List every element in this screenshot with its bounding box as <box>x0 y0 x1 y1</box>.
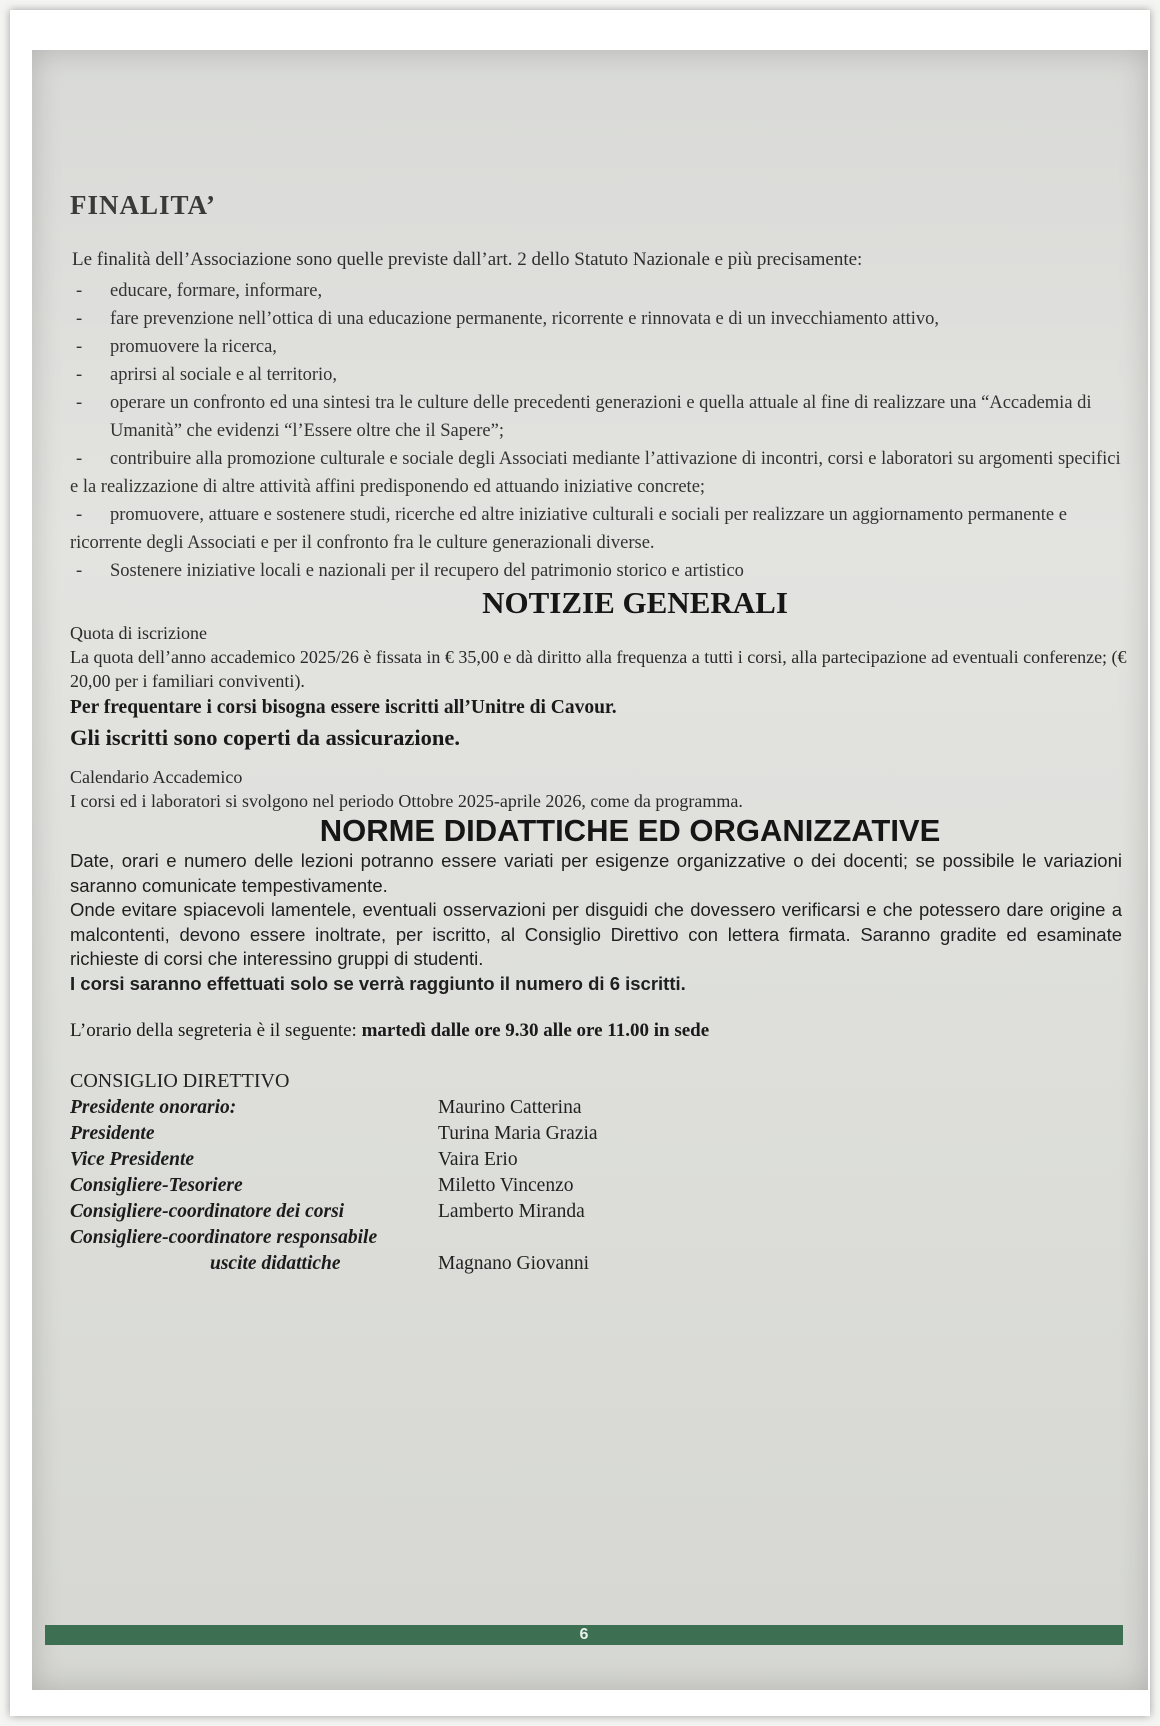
assicurazione-note: Gli iscritti sono coperti da assicurazione. <box>70 725 460 750</box>
member-name: Lamberto Miranda <box>438 1201 585 1222</box>
member-role: Consigliere-coordinatore responsabile <box>70 1227 378 1248</box>
minimo-iscritti-note: I corsi saranno effettuati solo se verrà raggiunto il numero di 6 iscritti. <box>70 972 686 994</box>
member-role: uscite didattiche <box>210 1253 341 1274</box>
member-role: Presidente <box>70 1123 155 1144</box>
list-item: - Sostenere iniziative locali e nazionali per il recupero del patrimonio storico e artistico <box>76 561 744 581</box>
list-item: - fare prevenzione nell’ottica di una educazione permanente, ricorrente e rinnovata e di un invecchiamento attivo, <box>76 309 940 329</box>
orario-prefix: L’orario della segreteria è il seguente: <box>70 1020 362 1041</box>
member-role: Presidente onorario: <box>70 1097 237 1118</box>
finalita-list <box>70 277 1130 585</box>
quota-text: La quota dell’anno accademico 2025/26 è fissata in € 35,00 e dà diritto alla frequenza a tutti i corsi, alla partecipazione ad eventuali conferenze; (€ 20,00 per i familiari conviventi). <box>70 647 1127 691</box>
table-row <box>70 1121 1130 1147</box>
page-number: 6 <box>579 1626 589 1643</box>
page-content <box>70 190 1130 1277</box>
table-row <box>70 1095 1130 1121</box>
table-row <box>70 1251 1130 1277</box>
list-item: - promuovere la ricerca, <box>76 337 277 357</box>
member-name: Turina Maria Grazia <box>438 1123 598 1144</box>
member-name: Vaira Erio <box>438 1149 518 1170</box>
member-name: Maurino Catterina <box>438 1097 582 1118</box>
list-item: - educare, formare, informare, <box>76 281 323 301</box>
calendario-text: I corsi ed i laboratori si svolgono nel periodo Ottobre 2025-aprile 2026, come da programma. <box>70 791 743 811</box>
list-item: - promuovere, attuare e sostenere studi, ricerche ed altre iniziative culturali e sociali per realizzare un aggiornamento permanente e ricorrente degli Associati e per il confronto fra le culture generazionali diverse. <box>70 505 1067 553</box>
iscrizione-note: Per frequentare i corsi bisogna essere iscritti all’Unitre di Cavour. <box>70 697 617 718</box>
table-row <box>70 1199 1130 1225</box>
list-item: - aprirsi al sociale e al territorio, <box>76 365 338 385</box>
table-row <box>70 1147 1130 1173</box>
member-role: Consigliere-coordinatore dei corsi <box>70 1201 345 1222</box>
consiglio-title: CONSIGLIO DIRETTIVO <box>70 1070 290 1092</box>
list-item: - operare un confronto ed una sintesi tra le culture delle precedenti generazioni e quella attuale al fine di realizzare una “Accademia di Umanità” che evidenzi “l’Essere oltre che il Sapere”; <box>76 393 1092 441</box>
norme-title: NORME DIDATTICHE ED ORGANIZZATIVE <box>319 813 941 848</box>
member-role: Consigliere-Tesoriere <box>70 1175 243 1196</box>
member-role: Vice Presidente <box>70 1149 195 1170</box>
member-name: Magnano Giovanni <box>438 1253 590 1274</box>
orario-value: martedì dalle ore 9.30 alle ore 11.00 in sede <box>361 1020 710 1041</box>
norme-para-1: Date, orari e numero delle lezioni potranno essere variati per esigenze organizzative o dei docenti; se possibile le variazioni saranno comunicate tempestivamente. <box>70 850 1122 896</box>
member-name: Miletto Vincenzo <box>438 1175 574 1196</box>
table-row <box>70 1225 1130 1251</box>
table-row <box>70 1173 1130 1199</box>
notizie-title: NOTIZIE GENERALI <box>482 585 788 620</box>
footer-bar <box>45 1625 1123 1645</box>
calendario-label: Calendario Accademico <box>70 767 243 787</box>
consiglio-table <box>70 1095 1130 1277</box>
list-item: - contribuire alla promozione culturale e sociale degli Associati mediante l’attivazione di incontri, corsi e laboratori su argomenti specifici e la realizzazione di altre attività affini predisponendo ed attuando iniziative concrete; <box>70 449 1121 497</box>
finalita-title: FINALITA’ <box>70 190 217 220</box>
finalita-intro: Le finalità dell’Associazione sono quelle previste dall’art. 2 dello Statuto Nazionale e più precisamente: <box>72 249 863 270</box>
quota-label: Quota di iscrizione <box>70 623 207 643</box>
orario-segreteria <box>70 1020 1130 1042</box>
norme-para-2: Onde evitare spiacevoli lamentele, eventuali osservazioni per disguidi che dovessero verificarsi e che potessero dare origine a malcontenti, devono essere inoltrate, per iscritto, al Consiglio Direttivo con lettera firmata. Saranno gradite ed esaminate richieste di corsi che interessino gruppi di studenti. <box>70 899 1122 969</box>
